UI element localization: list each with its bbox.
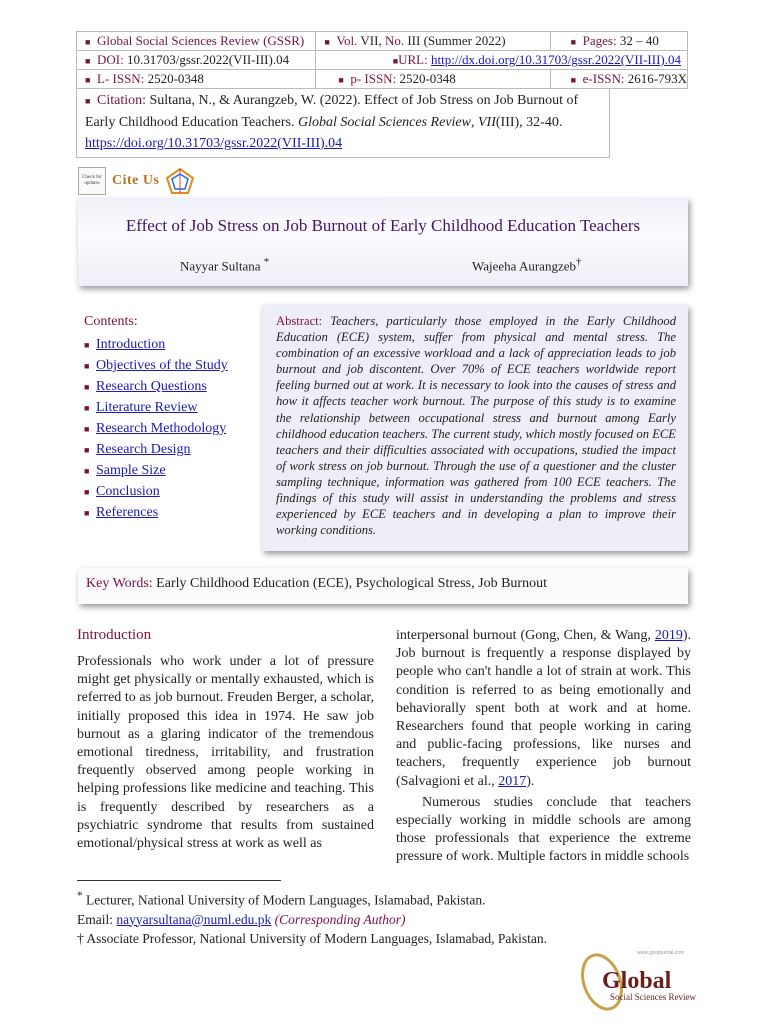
abstract-text: Teachers, particularly those employed in the Early Childhood Education (ECE) system, suffer from physical and mental stress. The combination of an excessive workload and a lack of appreciation leads to job burnout and job discontent. Over 70% of ECE teachers worldwide report feeling burned out at work. It is necessary to look into the causes of stress and how it affects teacher work burnout. The purpose of this study is to examine the relationship between occupational stress and burnout among Early childhood education teachers. The current study, which mostly focused on ECE teachers and their difficulties associated with occupations, studied the impact of work stress on job burnout. Through the use of a questioner and the cluster sampling technique, information was gathered from 100 ECE teachers. The findings of this study will assist in understanding the problems and stress experienced by ECE teachers and in developing a plan to improve their working conditions. <box>276 314 676 538</box>
cite-us-button[interactable]: Cite Us <box>112 173 160 188</box>
svg-text:www.gssrjournal.com: www.gssrjournal.com <box>637 950 685 956</box>
abstract-box <box>262 305 688 551</box>
paragraph: Numerous studies conclude that teachers especially working in middle schools are among those professionals that experience the extreme pressure of work. Multiple factors in middle schools <box>396 794 691 865</box>
contents-item[interactable]: ■ Research Methodology <box>84 421 227 436</box>
section-heading: Introduction <box>77 627 152 643</box>
title-box <box>78 198 688 286</box>
contents-item[interactable]: ■ Objectives of the Study <box>84 358 228 373</box>
keywords-text: Early Childhood Education (ECE), Psychological Stress, Job Burnout <box>156 576 547 591</box>
reference-link[interactable]: 2017 <box>498 773 527 789</box>
paragraph: interpersonal burnout (Gong, Chen, & Wang, 2019). Job burnout is frequently a response displayed by people who can't handle a lot of strain at work. This condition is referred to as being emotionally and behaviorally spent both at work and at home. Researchers found that people working in caring and public-facing professions, like nurses and teachers, frequently experience job burnout (Salvagioni et al., 2017). <box>396 628 691 789</box>
pages-value: 32 – 40 <box>619 33 659 48</box>
footnote-1: * Lecturer, National University of Modern Languages, Islamabad, Pakistan. <box>77 890 486 908</box>
contents-item[interactable]: ■ Research Questions <box>84 379 207 394</box>
contents-list <box>84 314 228 524</box>
citation-box: ■ Citation: Sultana, N., & Aurangzeb, W. (2022). Effect of Job Stress on Job Burnout of Early Childhood Education Teachers. Global Social Sciences Review, VII(III), 32-40. https://doi.org/10.31703/gssr.2022(VII-III).04 <box>76 88 610 158</box>
journal-logo <box>580 944 700 1014</box>
global-logo-icon <box>580 944 700 1014</box>
journal-name: Global Social Sciences Review (GSSR) <box>97 33 305 48</box>
author-2: Wajeeha Aurangzeb† <box>472 256 582 274</box>
doi-value: 10.31703/gssr.2022(VII-III).04 <box>126 52 290 67</box>
body-column-left <box>77 653 374 853</box>
metadata-table: ■ Global Social Sciences Review (GSSR) ■ Vol. VII, No. III (Summer 2022) ■ Pages: 32 – 40 ■ DOI: 10.31703/gssr.2022(VII-III).04 ■URL: http://dx.doi.org/10.31703/gssr.2022(VII-III).04 ■ L- ISSN: 2520-0348 ■ p- ISSN: 2520-0348 ■ e-ISSN: 2616-793X <box>76 31 688 89</box>
author-1: Nayyar Sultana * <box>180 256 270 274</box>
footnote-rule <box>77 880 281 881</box>
cite-us-pentagon-icon <box>165 167 195 195</box>
contents-item[interactable]: ■ Sample Size <box>84 463 166 478</box>
check-for-updates-icon[interactable]: Check for updates <box>78 167 106 195</box>
badge-row <box>78 167 195 195</box>
svg-text:Global: Global <box>602 968 672 994</box>
abstract-label: Abstract: <box>276 314 323 328</box>
keywords-box: Key Words: Early Childhood Education (ECE), Psychological Stress, Job Burnout <box>78 568 688 604</box>
contents-item[interactable]: ■ Literature Review <box>84 400 198 415</box>
email-link[interactable]: nayyarsultana@numl.edu.pk <box>116 911 272 927</box>
contents-item[interactable]: ■ Introduction <box>84 337 166 352</box>
contents-heading: Contents: <box>84 314 138 329</box>
paper-title: Effect of Job Stress on Job Burnout of Early Childhood Education Teachers <box>125 216 641 235</box>
contents-item[interactable]: ■ Research Design <box>84 442 191 457</box>
url-link[interactable]: http://dx.doi.org/10.31703/gssr.2022(VII-III).04 <box>431 52 681 67</box>
reference-link[interactable]: 2019 <box>654 628 683 643</box>
footnote-email: Email: nayyarsultana@numl.edu.pk (Corresponding Author) <box>77 911 406 927</box>
paragraph: Professionals who work under a lot of pressure might get physically or mentally exhausted, which is referred to as job burnout. Freuden Berger, a scholar, initially proposed this idea in 1974. He saw job burnout as a glaring indicator of the tremendous emotional tiredness, irritability, and frustration frequently observed among people working in helping professions like medicine and teaching. This is frequently described by researchers as a psychiatric syndrome that results from sustained emotional/physical stress at work as well as <box>77 654 374 852</box>
footnotes <box>77 887 547 948</box>
citation-doi-link[interactable]: https://doi.org/10.31703/gssr.2022(VII-III).04 <box>85 136 343 151</box>
body-column-right <box>396 627 691 867</box>
contents-item[interactable]: ■ Conclusion <box>84 484 160 499</box>
contents-item[interactable]: ■ References <box>84 505 159 520</box>
footnote-2: † Associate Professor, National University of Modern Languages, Islamabad, Pakistan. <box>77 930 547 946</box>
svg-text:Social Sciences Review: Social Sciences Review <box>610 992 696 1002</box>
